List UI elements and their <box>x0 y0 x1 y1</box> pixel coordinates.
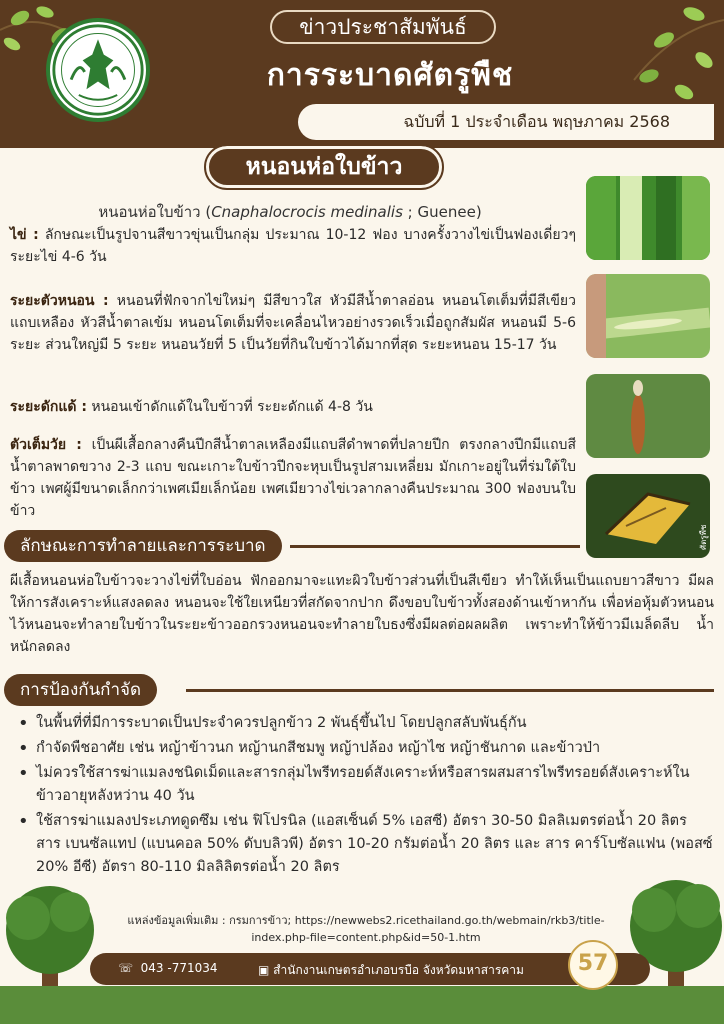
vine-leaves-right <box>594 0 724 110</box>
photo-pupa <box>586 374 710 458</box>
stage-label: ไข่ : <box>10 227 39 243</box>
department-logo <box>46 18 150 122</box>
bulletin-title: การระบาดศัตรูพืช <box>266 58 514 93</box>
photo-watermark: ศัตรูพืช <box>699 524 708 550</box>
stage-text: หนอนเข้าดักแด้ในใบข้าวที่ ระยะดักแด้ 4-8 วัน <box>86 399 373 415</box>
stage-egg <box>10 224 576 268</box>
press-release-badge: ข่าวประชาสัมพันธ์ <box>270 10 496 44</box>
list-item: • ใช้สารฆ่าแมลงประเภทดูดซึม เช่น ฟิโปรนิล (แอสเซ็นด์ 5% เอสซี) อัตรา 30-50 มิลลิเมตรต่อน้ำ 20 ลิตร สาร เบนซัลแทป (แบนคอล 50% ดับบลิวพี) อัตรา 10-20 กรัมต่อน้ำ 20 ลิตร และ สาร คาร์โบซัลแฟน (พอสซ์ 20% อีซี) อัตรา 80-110 มิลลิลิตรต่อน้ำ 20 ลิตร <box>14 810 714 879</box>
header-banner <box>0 0 724 148</box>
list-item: • ไม่ควรใช้สารฆ่าแมลงชนิดเม็ดและสารกลุ่มไพรีทรอยด์สังเคราะห์หรือสารผสมสารไพรีทรอยด์สังเคราะห์ในข้าวอายุหลังหว่าน 40 วัน <box>14 762 714 808</box>
impact-text: ผีเสื้อหนอนห่อใบข้าวจะวางไข่ที่ใบอ่อน ฟักออกมาจะแทะผิวใบข้าวส่วนที่เป็นสีเขียว ทำให้เห็นเป็นแถบยาวสีขาว มีผลให้การสังเคราะห์แสงลดลง หนอนจะใช้ใยเหนียวที่สกัดจากปาก ดึงขอบใบข้าวทั้งสองด้านเข้าหากัน เพื่อห่อหุ้มตัวหนอนไว้หนอนจะทำลายใบข้าวในระยะข้าวออกรวงหนอนจะทำลายใบธงซึ่งมีผลต่อผลผลิต เพราะทำให้ข้าวมีเมล็ดลีบ น้ำหนักลดลง <box>10 573 714 655</box>
source-line: index.php-file=content.php&id=50-1.htm <box>251 931 481 944</box>
stage-text: ลักษณะเป็นรูปจานสีขาวขุ่นเป็นกลุ่ม ประมาณ 10-12 ฟอง บางครั้งวางไข่เป็นฟองเดี่ยวๆ ระยะไข่ 4-6 วัน <box>10 227 576 265</box>
source-reference <box>96 912 636 946</box>
control-list <box>14 712 714 881</box>
stage-label: ตัวเต็มวัย : <box>10 437 82 453</box>
stage-pupa <box>10 396 576 418</box>
divider <box>290 545 580 548</box>
phone-icon: ☏ <box>118 961 134 975</box>
sci-latin-name: Cnaphalocrocis medinalis <box>211 203 403 221</box>
sci-author: ; Guenee) <box>402 203 482 221</box>
stage-text: หนอนที่ฟักจากไข่ใหม่ๆ มีสีขาวใส หัวมีสีน้ำตาลอ่อน หนอนโตเต็มที่มีสีเขียวแถบเหลือง หัวสีน้ำตาลเข้ม หนอนโตเต็มที่จะเคลื่อนไหวอย่างรวดเร็วเมื่อถูกสัมผัส หนอนมี 5-6 ระยะ ส่วนใหญ่มี 5 ระยะ หนอนวัยที่ 5 เป็นวัยที่กินใบข้าวได้มากที่สุด ระยะหนอน 15-17 วัน <box>10 293 576 353</box>
list-item: • ในพื้นที่ที่มีการระบาดเป็นประจำควรปลูกข้าว 2 พันธุ์ขึ้นไป โดยปลูกสลับพันธุ์กัน <box>14 712 714 735</box>
stage-label: ระยะตัวหนอน : <box>10 293 109 309</box>
photo-adult-moth <box>586 474 710 558</box>
phone-contact <box>118 961 218 975</box>
stage-label: ระยะดักแด้ : <box>10 399 87 415</box>
chat-icon: ▣ <box>258 963 270 977</box>
contact-bar <box>90 953 650 985</box>
stage-text: เป็นผีเสื้อกลางคืนปีกสีน้ำตาลเหลืองมีแถบสีดำพาดที่ปลายปีก ตรงกลางปีกมีแถบสีน้ำตาลพาดขวาง 2-3 แถบ ขณะเกาะใบข้าวปีกจะหุบเป็นรูปสามเหลี่ยม มักเกาะอยู่ในที่ร่มใต้ใบข้าว เพศผู้มีขนาดเล็กกว่าเพศเมียเล็กน้อย เพศเมียวางไข่เวลากลางคืนประมาณ 300 ฟองบนใบข้าว <box>10 437 576 519</box>
photo-larva <box>586 274 710 358</box>
source-line: แหล่งข้อมูลเพิ่มเติม : กรมการข้าว; https://newwebs2.ricethailand.go.th/webmain/rkb3/title- <box>127 914 605 927</box>
control-heading: การป้องกันกำจัด <box>4 674 157 706</box>
pest-topic-title: หนอนห่อใบข้าว <box>206 146 442 188</box>
deity-emblem-icon <box>50 22 146 118</box>
impact-heading: ลักษณะการทำลายและการระบาด <box>4 530 282 562</box>
scientific-name <box>0 200 580 224</box>
list-item: • กำจัดพืชอาศัย เช่น หญ้าข้าวนก หญ้านกสีชมพู หญ้าปล้อง หญ้าไซ หญ้าชันกาด และข้าวป่า <box>14 737 714 760</box>
photo-damaged-leaf <box>586 176 710 260</box>
office-contact <box>258 961 524 980</box>
phone-number: 043 -771034 <box>140 961 218 975</box>
divider <box>186 689 714 692</box>
sci-thai-name: หนอนห่อใบข้าว ( <box>98 203 212 221</box>
stage-larva <box>10 290 576 356</box>
grass-strip <box>0 986 724 1024</box>
issue-line: ฉบับที่ 1 ประจำเดือน พฤษภาคม 2568 <box>298 104 714 140</box>
office-name: สำนักงานเกษตรอำเภอบรบือ จังหวัดมหาสารคาม <box>273 963 524 977</box>
stage-adult <box>10 434 576 522</box>
anniversary-badge: 57 <box>568 940 618 990</box>
